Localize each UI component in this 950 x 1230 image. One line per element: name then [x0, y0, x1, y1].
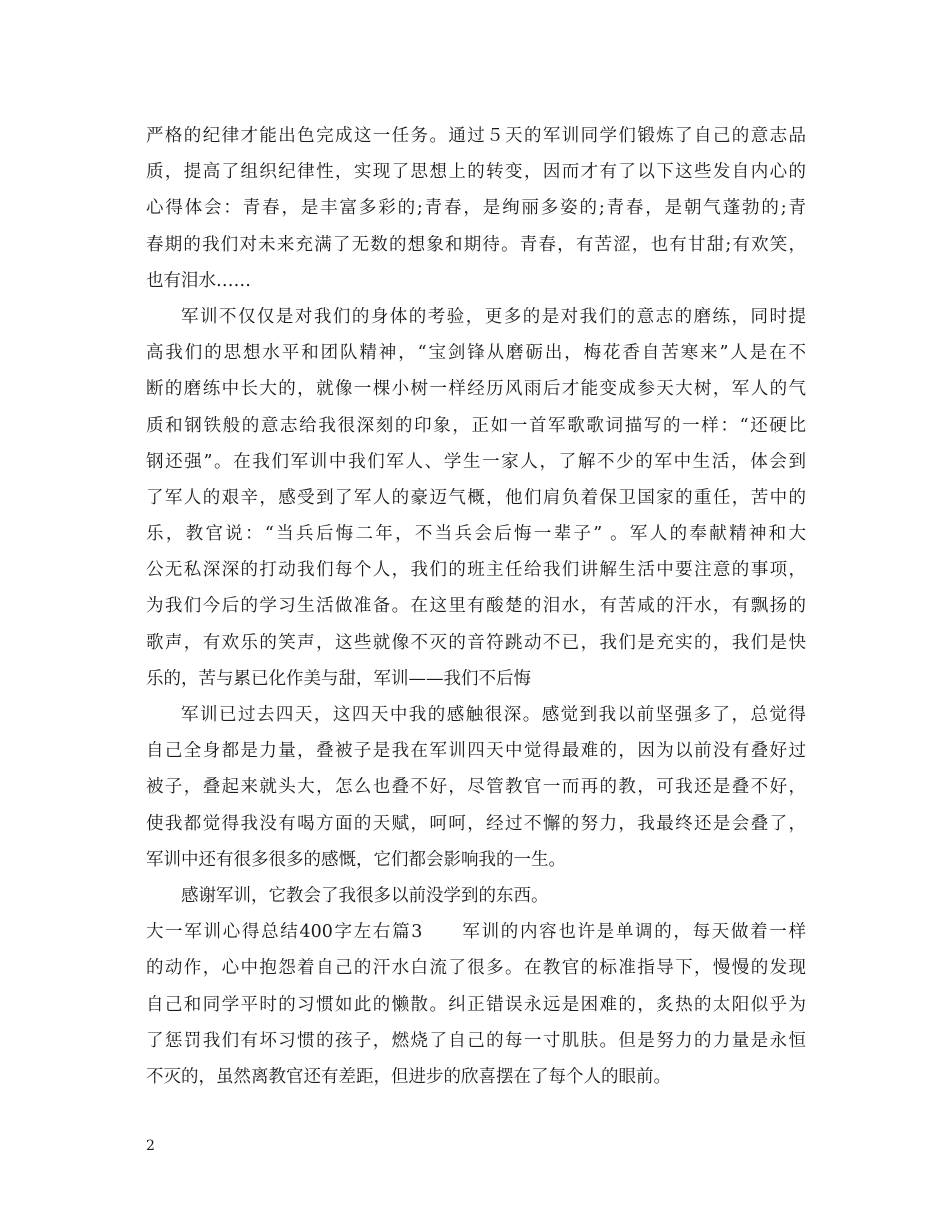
text-line: 为我们今后的学习生活做准备。在这里有酸楚的泪水，有苦咸的汗水，有飘扬的	[146, 596, 806, 617]
text-line: 乐的，苦与累已化作美与甜，军训——我们不后悔	[146, 668, 531, 689]
document-body	[146, 118, 806, 1095]
text-line: 自己和同学平时的习惯如此的懒散。纠正错误永远是困难的，炙热的太阳似乎为	[146, 994, 806, 1015]
text-line: 乐，教官说：“当兵后悔二年，不当兵会后悔一辈子” 。军人的奉献精神和大	[146, 524, 806, 545]
text-line: 公无私深深的打动我们每个人，我们的班主任给我们讲解生活中要注意的事项，	[146, 560, 806, 581]
text-line: 使我都觉得我没有喝方面的天赋，呵呵，经过不懈的努力，我最终还是会叠了，	[146, 813, 806, 834]
text-line: 不灭的，虽然离教官还有差距，但进步的欣喜摆在了每个人的眼前。	[146, 1066, 671, 1087]
text-line: 自己全身都是力量，叠被子是我在军训四天中觉得最难的，因为以前没有叠好过	[146, 741, 806, 762]
text-line: 的动作，心中抱怨着自己的汗水白流了很多。在教官的标准指导下，慢慢的发现	[146, 958, 806, 979]
text-line: 了惩罚我们有坏习惯的孩子，燃烧了自己的每一寸肌肤。但是努力的力量是永恒	[146, 1030, 806, 1051]
paragraph	[146, 878, 806, 914]
page-number: 2	[146, 1138, 155, 1154]
text-line: 军训中还有很多很多的感慨，它们都会影响我的一生。	[146, 849, 566, 870]
text-line: 春期的我们对未来充满了无数的想象和期待。青春，有苦涩，也有甘甜;有欢笑，	[146, 234, 806, 255]
text-line: 断的磨练中长大的，就像一棵小树一样经历风雨后才能变成参天大树，军人的气	[146, 379, 806, 400]
text-line: 钢还强”。在我们军训中我们军人、学生一家人，了解不少的军中生活，体会到	[146, 451, 806, 472]
paragraph	[146, 118, 806, 299]
text-line: 大一军训心得总结400字左右篇3 军训的内容也许是单调的，每天做着一样	[146, 922, 806, 943]
text-line: 质，提高了组织纪律性，实现了思想上的转变，因而才有了以下这些发自内心的	[146, 162, 806, 183]
text-line: 也有泪水……	[146, 270, 251, 291]
paragraph	[146, 914, 806, 1095]
paragraph	[146, 697, 806, 878]
paragraph	[146, 299, 806, 697]
text-line: 感谢军训，它教会了我很多以前没学到的东西。	[181, 885, 549, 906]
text-line: 军训不仅仅是对我们的身体的考验，更多的是对我们的意志的磨练，同时提	[181, 306, 806, 327]
text-line: 质和钢铁般的意志给我很深刻的印象，正如一首军歌歌词描写的一样：“还硬比	[146, 415, 806, 436]
text-line: 心得体会：青春，是丰富多彩的;青春，是绚丽多姿的;青春，是朝气蓬勃的;青	[146, 198, 806, 219]
text-line: 歌声，有欢乐的笑声，这些就像不灭的音符跳动不已，我们是充实的，我们是快	[146, 632, 806, 653]
text-line: 严格的纪律才能出色完成这一任务。通过５天的军训同学们锻炼了自己的意志品	[146, 126, 806, 146]
text-line: 被子，叠起来就头大，怎么也叠不好，尽管教官一而再的教，可我还是叠不好，	[146, 777, 806, 798]
text-line: 高我们的思想水平和团队精神，“宝剑锋从磨砺出，梅花香自苦寒来”人是在不	[146, 343, 806, 364]
text-line: 了军人的艰辛，感受到了军人的豪迈气概，他们肩负着保卫国家的重任，苦中的	[146, 487, 806, 508]
text-line: 军训已过去四天，这四天中我的感触很深。感觉到我以前坚强多了，总觉得	[181, 705, 806, 725]
